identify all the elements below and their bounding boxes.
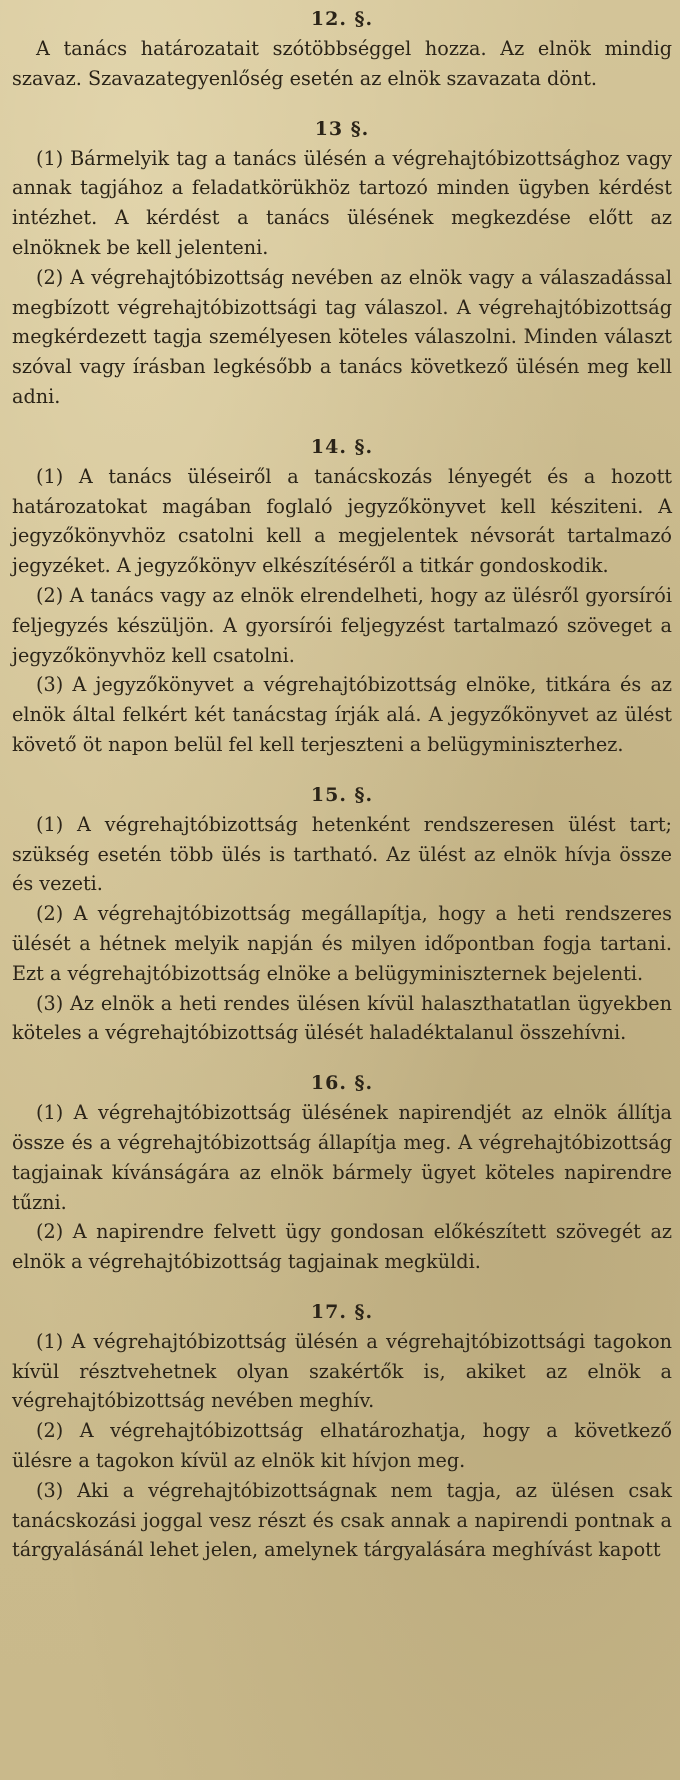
paragraph: A tanács határozatait szótöbbséggel hozza. Az elnök mindig szavaz. Szavazategyenlőség esetén az elnök szavazata dönt. — [12, 37, 672, 90]
paragraph: (1) A végrehajtóbizottság ülésén a végrehajtóbizottsági tagokon kívül résztvehetnek olyan szakértők is, akiket az elnök a végrehajtóbizottság nevében meghív. — [12, 1329, 672, 1413]
section-heading: 16. §. — [310, 1072, 374, 1095]
paragraph: (3) Aki a végrehajtóbizottságnak nem tagja, az ülésen csak tanácskozási joggal vesz részt és csak annak a napirendi pontnak a tárgyalásánál lehet jelen, amelynek tárgyalására meghívást kapott — [12, 1478, 672, 1562]
section-12 — [12, 4, 672, 94]
paragraph: (1) Bármelyik tag a tanács ülésén a végrehajtóbizottsághoz vagy annak tagjához a feladatkörükhöz tartozó minden ügyben kérdést intézhet. A kérdést a tanács ülésének megkezdése előtt az elnöknek be kell jelenteni. — [12, 146, 672, 259]
section-13 — [12, 114, 672, 412]
section-heading: 12. §. — [310, 8, 374, 30]
paragraph: (2) A végrehajtóbizottság elhatározhatja, hogy a következő ülésre a tagokon kívül az elnök kit hívjon meg. — [12, 1419, 672, 1473]
paragraph: (3) A jegyzőkönyvet a végrehajtóbizottság elnöke, titkára és az elnök által felkért két tanácstag írják alá. A jegyzőkönyvet az ülést követő öt napon belül fel kell terjeszteni a belügyminiszterhez. — [12, 673, 672, 756]
paragraph: (2) A tanács vagy az elnök elrendelheti, hogy az ülésről gyorsírói feljegyzés készüljön. A gyorsírói feljegyzést tartalmazó szöveget a jegyzőkönyvhöz kell csatolni. — [12, 583, 672, 667]
paragraph: (1) A végrehajtóbizottság hetenként rendszeresen ülést tart; szükség esetén több ülés is tartható. Az ülést az elnök hívja össze és vezeti. — [12, 812, 672, 896]
paragraph: (1) A tanács üléseiről a tanácskozás lényegét és a hozott határozatokat magában foglaló jegyzőkönyvet kell késziteni. A jegyzőkönyvhöz csatolni kell a megjelentek névsorát tartalmazó jegyzéket. A jegyzőkönyv elkészítéséről a titkár gondoskodik. — [12, 464, 672, 578]
section-17 — [12, 1297, 672, 1565]
section-14 — [12, 432, 672, 760]
paragraph: (2) A végrehajtóbizottság nevében az elnök vagy a válaszadással megbízott végrehajtóbizottsági tag válaszol. A végrehajtóbizottság megkérdezett tagja személyesen köteles válaszolni. Minden választ szóval vagy írásban legkésőbb a tanács következő ülésén meg kell adni. — [12, 265, 672, 408]
paragraph: (2) A napirendre felvett ügy gondosan előkészített szövegét az elnök a végrehajtóbizottság tagjainak megküldi. — [12, 1220, 672, 1274]
section-heading: 13 §. — [314, 117, 370, 140]
paragraph: (1) A végrehajtóbizottság ülésének napirendjét az elnök állítja össze és a végrehajtóbizottság állapítja meg. A végrehajtóbizottság tagjainak kívánságára az elnök bármely ügyet köteles napirendre tűzni. — [12, 1101, 672, 1214]
section-heading: 17. §. — [310, 1300, 374, 1323]
section-15 — [12, 780, 672, 1048]
section-16 — [12, 1068, 672, 1277]
paragraph: (3) Az elnök a heti rendes ülésen kívül halaszthatatlan ügyekben köteles a végrehajtóbizottság ülését haladéktalanul összehívni. — [12, 991, 672, 1045]
paragraph: (2) A végrehajtóbizottság megállapítja, hogy a heti rendszeres ülését a hétnek melyik napján és milyen időpontban fogja tartani. Ezt a végrehajtóbizottság elnöke a belügyminiszternek bejelenti. — [12, 902, 672, 985]
section-heading: 15. §. — [310, 783, 374, 806]
section-heading: 14. §. — [310, 435, 374, 458]
